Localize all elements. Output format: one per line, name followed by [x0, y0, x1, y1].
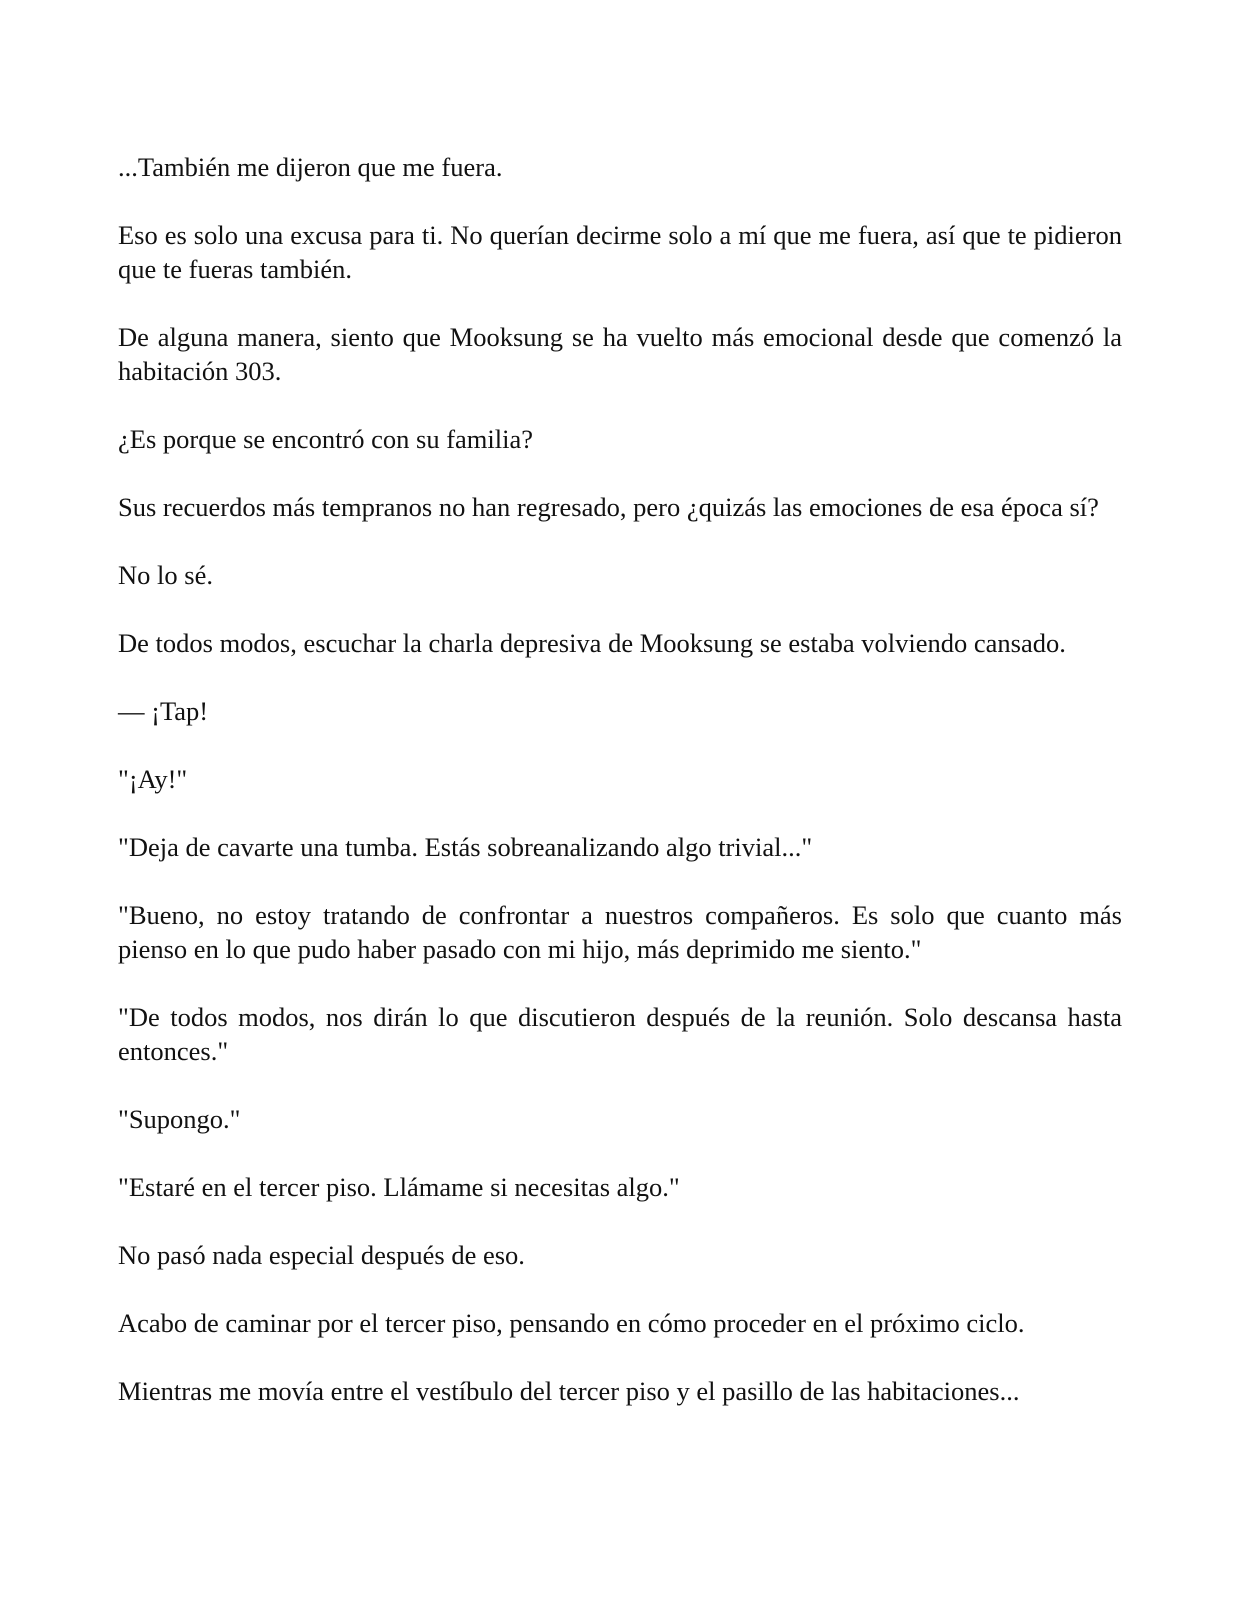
paragraph: No lo sé.: [118, 560, 213, 590]
paragraph: "¡Ay!": [118, 764, 188, 794]
paragraph: De alguna manera, siento que Mooksung se ha vuelto más emocional desde que comenzó la habitación 303.: [118, 322, 1122, 386]
paragraph: "Estaré en el tercer piso. Llámame si necesitas algo.": [118, 1172, 680, 1202]
paragraph: ...También me dijeron que me fuera.: [118, 152, 503, 182]
document-page: [118, 150, 1122, 1442]
paragraph: Eso es solo una excusa para ti. No querían decirme solo a mí que me fuera, así que te pidieron que te fueras también.: [118, 220, 1122, 284]
paragraph: No pasó nada especial después de eso.: [118, 1240, 525, 1270]
paragraph: Acabo de caminar por el tercer piso, pensando en cómo proceder en el próximo ciclo.: [118, 1308, 1025, 1338]
paragraph: ¿Es porque se encontró con su familia?: [118, 424, 534, 454]
paragraph: "Bueno, no estoy tratando de confrontar a nuestros compañeros. Es solo que cuanto más pienso en lo que pudo haber pasado con mi hijo, más deprimido me siento.": [118, 900, 1122, 964]
paragraph: Mientras me movía entre el vestíbulo del tercer piso y el pasillo de las habitaciones...: [118, 1376, 1020, 1406]
paragraph: "De todos modos, nos dirán lo que discutieron después de la reunión. Solo descansa hasta entonces.": [118, 1002, 1122, 1066]
paragraph: — ¡Tap!: [118, 696, 209, 726]
paragraph: Sus recuerdos más tempranos no han regresado, pero ¿quizás las emociones de esa época sí?: [118, 492, 1099, 522]
paragraph: "Deja de cavarte una tumba. Estás sobreanalizando algo trivial...": [118, 832, 813, 862]
paragraph: De todos modos, escuchar la charla depresiva de Mooksung se estaba volviendo cansado.: [118, 628, 1066, 658]
paragraph: "Supongo.": [118, 1104, 241, 1134]
